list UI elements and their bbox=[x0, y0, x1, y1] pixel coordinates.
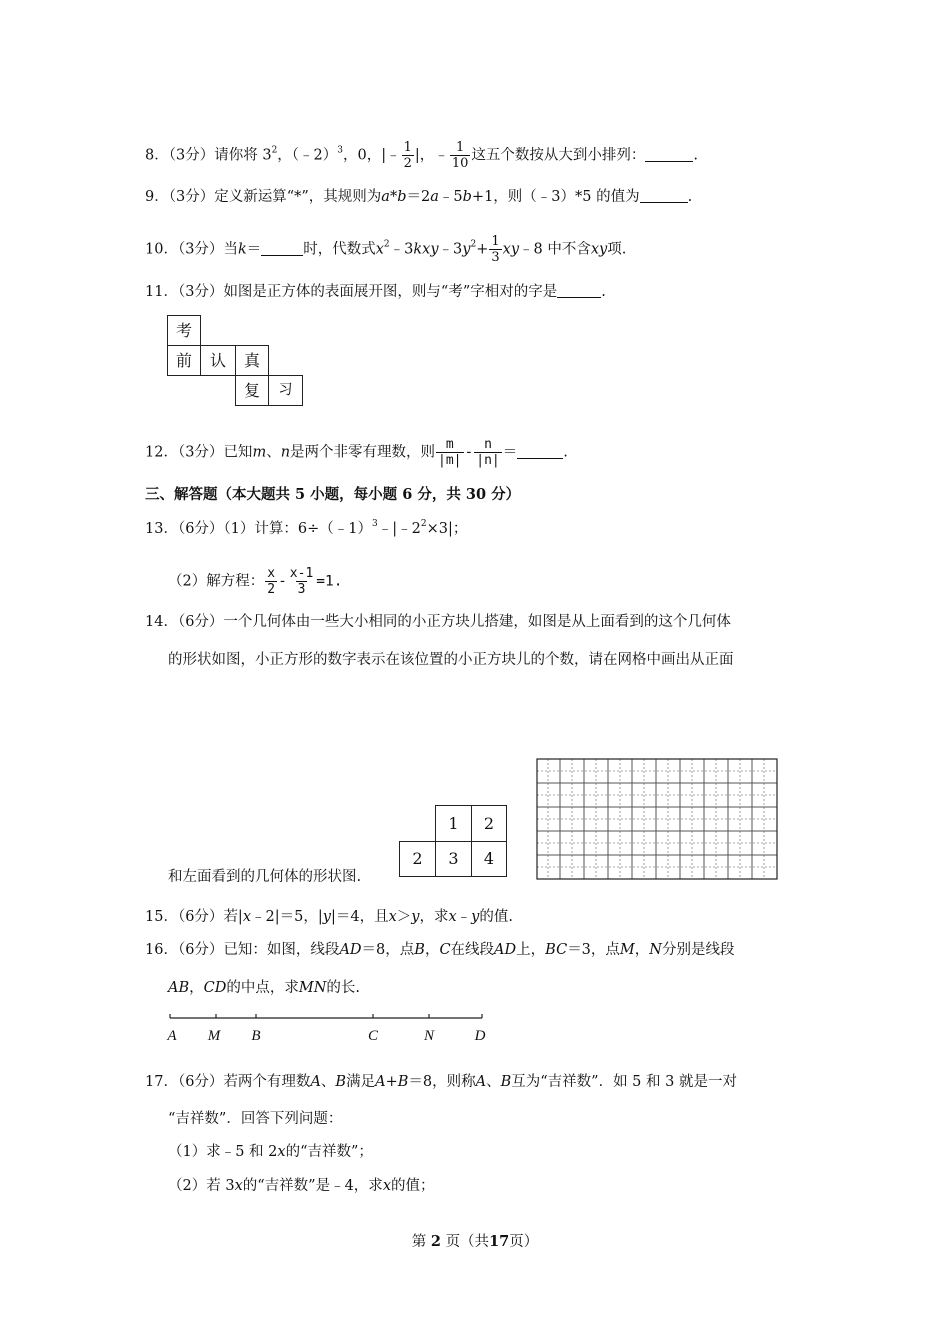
top-view-cell: 2 bbox=[471, 805, 507, 842]
question-9: 9．（3分）定义新运算“*”，其规则为a*b＝2a﹣5b+1，则（﹣3）*5 的值为 . bbox=[145, 189, 693, 205]
question-14-line-2: 的形状如图，小正方形的数字表示在该位置的小正方块儿的个数，请在网格中画出从正面 bbox=[168, 652, 734, 668]
point-label-b: B bbox=[251, 1028, 261, 1044]
question-12: 12．（3分）已知m、n是两个非零有理数，则 $\frac{m}{|m|}$ - $\frac{n}{|n|}$ ＝ . bbox=[145, 437, 568, 468]
answer-blank[interactable] bbox=[261, 241, 303, 256]
top-view-cell: 1 bbox=[435, 805, 472, 842]
question-14-line-1: 14．（6分）一个几何体由一些大小相同的小正方块儿搭建，如图是从上面看到的这个几何体 bbox=[145, 614, 731, 630]
fraction: $\frac{1}{3}$ bbox=[491, 234, 500, 265]
fraction: $\frac{m}{|m|}$ bbox=[438, 437, 462, 468]
question-16: 16．（6分）已知：如图，线段AD＝8，点B，C在线段AD上，BC＝3，点M，N分别是线段 bbox=[145, 942, 735, 958]
question-11: 11．（3分）如图是正方体的表面展开图，则与“考”字相对的字是 . bbox=[145, 284, 606, 300]
point-label-n: N bbox=[423, 1028, 435, 1044]
answer-blank[interactable] bbox=[557, 283, 601, 298]
top-view-cell: 2 bbox=[399, 841, 436, 877]
question-14-line-3: 和左面看到的几何体的形状图. bbox=[168, 869, 362, 885]
fraction: $\frac{x}{2}$ bbox=[267, 566, 276, 597]
question-13: 13．（6分）（1）计算：$6\div(﹣1)^3﹣|﹣2^2\times 3|$； bbox=[145, 519, 468, 537]
fraction: $\frac{x-1}{3}$ bbox=[289, 566, 314, 597]
question-17-line-2: “吉祥数”．回答下列问题： bbox=[168, 1111, 343, 1127]
net-cell: 考 bbox=[167, 315, 201, 346]
section-heading: 三、解答题（本大题共 5 小题，每小题 6 分，共 30 分） bbox=[145, 486, 521, 503]
net-cell: 前 bbox=[167, 345, 201, 376]
top-view-cell: 3 bbox=[435, 841, 472, 877]
point-label-m: M bbox=[207, 1028, 221, 1044]
answer-blank[interactable] bbox=[645, 147, 693, 162]
point-label-a: A bbox=[167, 1028, 177, 1044]
question-10: 10．（3分）当k＝ 时，代数式$x^2﹣3kxy﹣3y^2+$ $\frac{1}{3}$ xy﹣8 中不含xy项. bbox=[145, 234, 627, 265]
answer-grid[interactable] bbox=[536, 758, 778, 880]
net-cell: 真 bbox=[235, 345, 269, 376]
question-8: 8．（3分）请你将 $3^2$，（﹣2）$^3$，0，|﹣ $\frac{1}{2}$ |，﹣ $\frac{1}{10}$ 这五个数按从大到小排列： . bbox=[145, 140, 698, 171]
net-cell: 复 bbox=[235, 375, 269, 406]
question-17: 17．（6分）若两个有理数A、B满足A+B＝8，则称A、B互为“吉祥数”．如 5 和 3 就是一对 bbox=[145, 1074, 737, 1090]
answer-blank[interactable] bbox=[517, 444, 563, 459]
top-view-cell: 4 bbox=[471, 841, 507, 877]
answer-blank[interactable] bbox=[640, 188, 688, 203]
page-footer: 第 2 页（共17页） bbox=[411, 1233, 539, 1250]
point-label-c: C bbox=[367, 1028, 379, 1044]
point-label-d: D bbox=[474, 1028, 486, 1044]
fraction: $\frac{n}{|n|}$ bbox=[476, 437, 500, 468]
fraction: $\frac{1}{10}$ bbox=[451, 140, 469, 171]
net-cell: 习 bbox=[268, 375, 303, 406]
net-cell: 认 bbox=[200, 345, 236, 376]
question-13-part-2: （2）解方程： $\frac{x}{2}$ - $\frac{x-1}{3}$ =1. bbox=[168, 566, 343, 597]
question-17-part-1: （1）求﹣5 和 2x的“吉祥数”； bbox=[168, 1144, 373, 1160]
question-17-part-2: （2）若 3x的“吉祥数”是﹣4，求x的值； bbox=[168, 1178, 435, 1194]
segment-figure bbox=[160, 1010, 500, 1050]
question-16-line-2: AB，CD的中点，求MN的长. bbox=[168, 980, 361, 996]
page-number: 2 bbox=[430, 1233, 441, 1250]
fraction: $\frac{1}{2}$ bbox=[403, 140, 412, 171]
page-total: 17 bbox=[489, 1233, 510, 1250]
question-15: 15．（6分）若|x﹣2|＝5，|y|＝4，且x＞y，求x﹣y的值. bbox=[145, 909, 513, 925]
